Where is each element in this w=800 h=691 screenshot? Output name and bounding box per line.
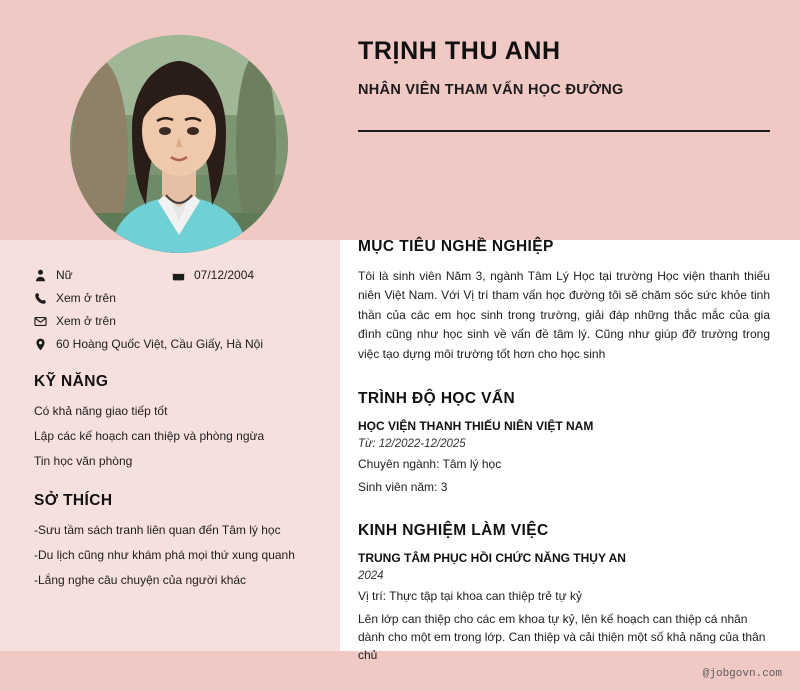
objective-body: Tôi là sinh viên Năm 3, ngành Tâm Lý Học tại trường Học viện thanh thiếu niên Việt Nam. Với Vị trí tham vấn học đường tôi sẽ chăm sóc sức khỏe tinh thần của các em học sinh trong trường, giải đáp những thắc mắc của gia đình cũng như học sinh về vấn đề tâm lý. Cũng như giúp đỡ trường trong việc tạo dựng môi trường tốt hơn cho học sinh	[358, 269, 770, 361]
profile-photo-image	[70, 35, 288, 253]
hobby-item: -Du lịch cũng như khám phá mọi thứ xung quanh	[34, 547, 295, 562]
watermark: @jobgovn.com	[702, 668, 782, 680]
education-major: Chuyên ngành: Tâm lý học	[358, 457, 502, 472]
objective-heading: MỤC TIÊU NGHỀ NGHIỆP	[358, 238, 554, 255]
birthday-value: 07/12/2004	[194, 268, 255, 282]
sidebar-content	[34, 268, 324, 597]
experience-description: Lên lớp can thiệp cho các em khoa tự kỷ, lên kế hoạch can thiệp cá nhân dành cho một em trong lớp. Can thiệp và cải thiện một số khả năng của thân chủ	[358, 612, 766, 663]
gender-value: Nữ	[56, 268, 73, 282]
education-period: Từ: 12/2022-12/2025	[358, 438, 466, 451]
experience-position: Vị trí: Thực tập tại khoa can thiệp trẻ tự kỷ	[358, 589, 582, 604]
info-phone	[34, 291, 324, 305]
email-value: Xem ở trên	[56, 314, 116, 328]
header-divider	[358, 130, 770, 132]
education-year: Sinh viên năm: 3	[358, 480, 448, 495]
experience-heading: KINH NGHIỆM LÀM VIỆC	[358, 522, 549, 540]
phone-value: Xem ở trên	[56, 291, 116, 305]
phone-icon	[34, 292, 56, 305]
skill-item: Có khả năng giao tiếp tốt	[34, 404, 168, 418]
personal-info-list	[34, 268, 324, 351]
info-address	[34, 337, 324, 351]
info-birthday	[172, 268, 254, 282]
info-email	[34, 314, 324, 328]
envelope-icon	[34, 315, 56, 328]
info-row-gender-birthday	[34, 268, 324, 282]
education-heading: TRÌNH ĐỘ HỌC VẤN	[358, 390, 516, 408]
calendar-icon	[172, 269, 194, 282]
person-icon	[34, 269, 56, 282]
skills-heading: KỸ NĂNG	[34, 373, 109, 390]
experience-period: 2024	[358, 570, 384, 583]
header-text-block	[358, 38, 770, 98]
hobbies-heading: SỞ THÍCH	[34, 491, 113, 509]
location-pin-icon	[34, 338, 56, 351]
skill-item: Lập các kế hoạch can thiệp và phòng ngừa	[34, 429, 265, 444]
hobby-item: -Sưu tầm sách tranh liên quan đến Tâm lý học	[34, 522, 281, 537]
address-value: 60 Hoàng Quốc Việt, Cầu Giấy, Hà Nội	[56, 337, 263, 351]
skill-item: Tin học văn phòng	[34, 454, 133, 469]
candidate-name: TRỊNH THU ANH	[358, 37, 561, 65]
education-school: HỌC VIỆN THANH THIẾU NIÊN VIỆT NAM	[358, 419, 594, 434]
candidate-role: NHÂN VIÊN THAM VẤN HỌC ĐƯỜNG	[358, 81, 624, 98]
main-content	[358, 238, 770, 669]
profile-photo	[70, 35, 288, 253]
info-gender	[34, 268, 172, 282]
hobby-item: -Lắng nghe câu chuyện của người khác	[34, 572, 247, 587]
experience-company: TRUNG TÂM PHỤC HỒI CHỨC NĂNG THỤY AN	[358, 551, 626, 566]
